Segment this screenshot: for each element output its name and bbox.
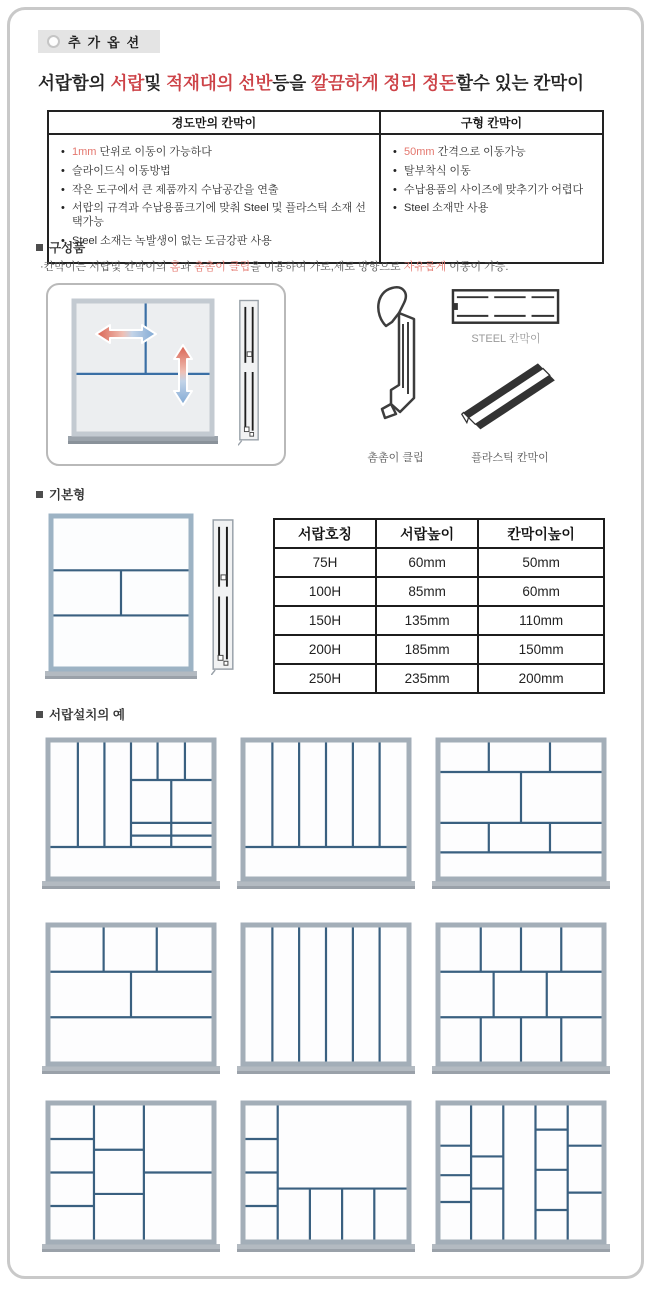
text-run: 할수 있는 칸막이 <box>456 73 585 93</box>
drawer-example-8 <box>237 1100 415 1257</box>
section-badge <box>38 30 160 53</box>
spec-table-body <box>274 548 604 693</box>
table-cell: 75H <box>274 548 376 577</box>
spec-header: 서랍높이 <box>376 519 478 548</box>
drawer-example-3 <box>432 737 610 894</box>
divider-profile-illustration <box>211 518 235 675</box>
highlighted-text: 서랍 <box>110 73 145 93</box>
compare-list-right <box>393 146 596 216</box>
table-cell: 185mm <box>376 635 478 664</box>
square-bullet-icon <box>36 711 43 718</box>
section-header-basic <box>36 485 85 503</box>
square-bullet-icon <box>36 491 43 498</box>
spec-header: 서랍호칭 <box>274 519 376 548</box>
compare-cell-left <box>48 134 380 263</box>
drawer-example-5 <box>237 922 415 1079</box>
section-header-components <box>36 238 85 256</box>
drawer-example-1 <box>42 737 220 894</box>
table-cell: 135mm <box>376 606 478 635</box>
highlighted-text: 적재대의 선반 <box>166 73 273 93</box>
text-run: 과 <box>180 261 195 273</box>
page-title <box>38 70 584 95</box>
table-cell: 150mm <box>478 635 604 664</box>
comparison-table-wrap <box>47 110 604 264</box>
spec-header: 칸막이높이 <box>478 519 604 548</box>
feature-item <box>393 146 596 160</box>
clip-illustration <box>356 281 436 443</box>
plastic-divider-label: 플라스틱 칸막이 <box>471 452 549 464</box>
drawer-example-4 <box>42 922 220 1079</box>
drawer-example-6 <box>432 922 610 1079</box>
text-run: 서랍의 규격과 수납용품크기에 맞춰 Steel 및 플라스틱 소재 선택가능 <box>72 202 366 228</box>
feature-item <box>61 165 373 179</box>
steel-divider-label: STEEL 칸막이 <box>471 333 541 345</box>
table-cell: 85mm <box>376 577 478 606</box>
divider-profile-illustration <box>238 297 260 447</box>
section-header-examples <box>36 705 125 723</box>
table-cell: 60mm <box>376 548 478 577</box>
square-bullet-icon <box>36 244 43 251</box>
table-cell: 250H <box>274 664 376 693</box>
table-row <box>274 577 604 606</box>
text-run: 등을 <box>272 73 312 93</box>
compare-header-right: 구형 칸막이 <box>380 111 603 134</box>
text-run: Steel 소재는 녹발생이 없는 도금강판 사용 <box>72 234 272 247</box>
comparison-table <box>47 110 604 264</box>
text-run: 단위로 이동이 가능하다 <box>96 146 212 158</box>
drawer-example-2 <box>237 737 415 894</box>
section-title: 구성품 <box>49 241 86 255</box>
feature-item <box>393 184 596 198</box>
table-row <box>274 606 604 635</box>
compare-list-left <box>61 146 373 249</box>
text-run: 작은 도구에서 큰 제품까지 수납공간을 연출 <box>72 183 279 196</box>
feature-item <box>61 235 373 249</box>
feature-item <box>61 184 373 198</box>
table-cell: 100H <box>274 577 376 606</box>
badge-label: 추가옵션 <box>68 35 147 50</box>
table-cell: 110mm <box>478 606 604 635</box>
table-cell: 60mm <box>478 577 604 606</box>
highlighted-text: 촘촘이 클립 <box>194 261 251 273</box>
compare-header-left: 경도만의 칸막이 <box>48 111 380 134</box>
table-row <box>274 635 604 664</box>
table-row <box>274 548 604 577</box>
text-run: 탈부착식 이동 <box>404 164 471 177</box>
compare-cell-right <box>380 134 603 263</box>
clip-label: 촘촘이 클립 <box>367 452 424 464</box>
table-cell: 150H <box>274 606 376 635</box>
bullet-circle-icon <box>47 35 60 48</box>
table-cell: 235mm <box>376 664 478 693</box>
table-row <box>274 664 604 693</box>
feature-item <box>61 202 373 230</box>
table-cell: 50mm <box>478 548 604 577</box>
spec-table <box>273 518 605 694</box>
components-figure-box <box>46 283 286 466</box>
plastic-divider-illustration <box>455 346 565 446</box>
drawer-topview-illustration <box>68 298 218 449</box>
drawer-example-7 <box>42 1100 220 1257</box>
feature-item <box>393 202 596 216</box>
text-run: 이동이 가능. <box>446 261 509 273</box>
vertical-move-arrow-icon <box>172 343 194 407</box>
highlighted-text: 1mm <box>72 146 97 158</box>
text-run: 슬라이드식 이동방법 <box>72 164 171 177</box>
drawer-example-9 <box>432 1100 610 1257</box>
highlighted-text: 깔끔하게 정리 정돈 <box>311 73 457 93</box>
highlighted-text: 자유롭게 <box>403 261 447 273</box>
section-title: 기본형 <box>49 488 86 502</box>
steel-divider-illustration <box>451 287 561 327</box>
text-run: 서랍함의 <box>38 73 111 93</box>
highlighted-text: 50mm <box>404 146 435 158</box>
text-run: Steel 소재만 사용 <box>404 202 489 215</box>
horizontal-move-arrow-icon <box>94 323 158 345</box>
spec-table-wrap <box>273 518 605 694</box>
section-title: 서랍설치의 예 <box>49 708 125 722</box>
highlighted-text: 홈 <box>169 261 181 273</box>
text-run: 수납용품의 사이즈에 맞추기가 어렵다 <box>404 183 584 196</box>
basic-drawer-illustration <box>45 513 197 684</box>
text-run: ·칸막이는 서랍및 칸막이의 <box>40 261 170 273</box>
components-note <box>40 258 508 274</box>
table-cell: 200H <box>274 635 376 664</box>
feature-item <box>393 165 596 179</box>
feature-item <box>61 146 373 160</box>
text-run: 을 이용하여 가로,세로 방향으로 <box>250 261 404 273</box>
text-run: 간격으로 이동가능 <box>434 146 526 158</box>
text-run: 및 <box>144 73 167 93</box>
table-cell: 200mm <box>478 664 604 693</box>
